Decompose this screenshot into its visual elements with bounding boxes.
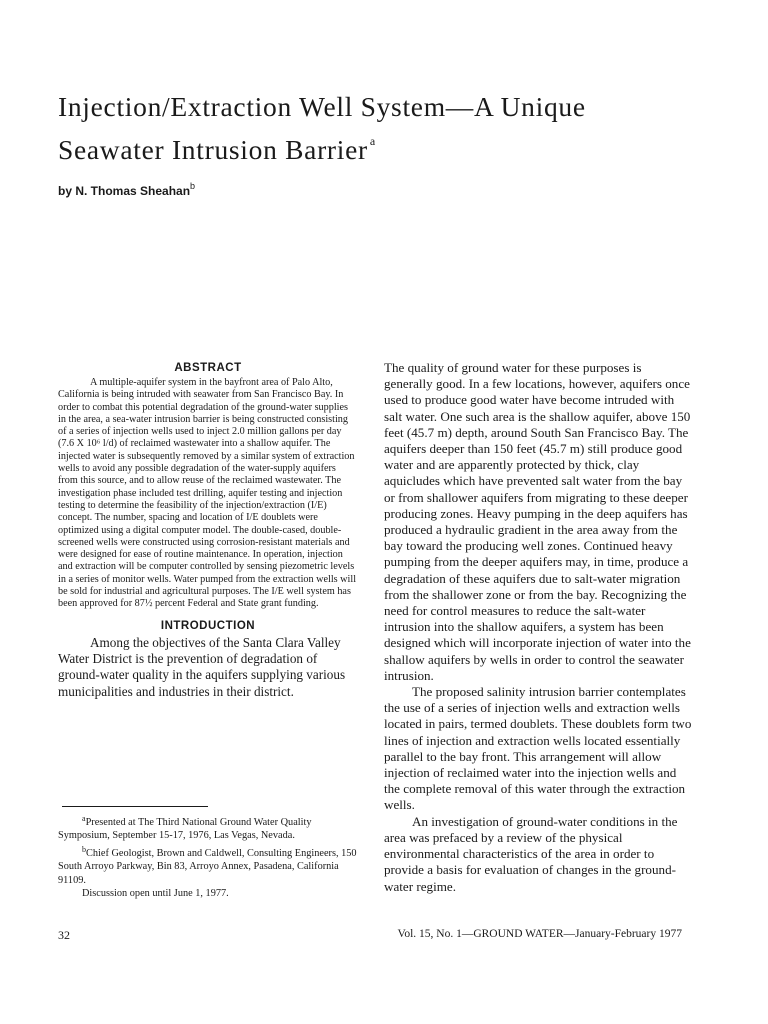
author-footnote-marker: b <box>190 181 196 191</box>
footnotes <box>58 812 358 900</box>
title-line-2-text: Seawater Intrusion Barrier <box>58 134 368 165</box>
footnote-b <box>58 843 358 887</box>
footnote-a <box>58 812 358 843</box>
right-column <box>384 360 692 895</box>
article-title <box>58 90 718 167</box>
abstract-text: A multiple-aquifer system in the bayfront area of Palo Alto, California is being intruded with seawater from San Francisco Bay. In order to combat this potential degradation of the ground-water supplies in the area, a sea-water intrusion barrier is being constructed consisting of a series of injection wells used to inject 2.0 million gallons per day (7.6 X 10⁶ l/d) of reclaimed wastewater into a shallow aquifer. The injected water is subsequently removed by a similar system of extraction wells to avoid any possible degradation of the water-supply aquifers from this source, and to allow reuse of the reclaimed wastewater. The investigation phase included test drilling, aquifer testing and injection testing to determine the feasibility of the injection/extraction (I/E) concept. The number, spacing and location of I/E doublets were optimized using a digital computer model. The double-cased, double-screened wells were constructed using corrosion-resistant materials and were designed for ease of routine maintenance. In operation, injection and extraction will be computer controlled by sensing piezometric levels in a series of monitor wells. Water pumped from the extraction wells will be sold for industrial and agricultural purposes. The I/E well system has been approved for 87½ percent Federal and State grant funding. <box>58 377 357 610</box>
body-paragraph-3: An investigation of ground-water conditions in the area was prefaced by a review of the physical environmental characteristics of the area in order to provide a basis for evaluation of changes in the ground-water regime. <box>384 813 678 894</box>
footnote-b-marker: b <box>82 844 86 854</box>
discussion-note: Discussion open until June 1, 1977. <box>82 888 229 900</box>
author-name: by N. Thomas Sheahan <box>58 184 191 198</box>
footnote-a-marker: a <box>82 814 86 823</box>
introduction-heading: INTRODUCTION <box>160 619 256 632</box>
title-line-2 <box>58 124 718 167</box>
abstract-heading: ABSTRACT <box>174 362 242 374</box>
body-paragraph-2: The proposed salinity intrusion barrier contemplates the use of a series of injection wells and extraction wells located in pairs, termed doublets. These doublets form two lines of injection and extraction wells located essentially parallel to the bay front. This arrangement will allow injection of reclaimed water into the injection wells and the complete removal of this water through the extraction wells. <box>384 684 692 813</box>
introduction-text: Among the objectives of the Santa Clara Valley Water District is the prevention of degradation of ground-water quality in the aquifers supplying various municipalities and industries in their district. <box>58 634 346 699</box>
footnote-b-text: Chief Geologist, Brown and Caldwell, Consulting Engineers, 150 South Arroyo Parkway, Bin 83, Arroyo Annex, Pasadena, California 91109. <box>58 847 357 886</box>
author-byline <box>58 181 195 198</box>
left-column <box>58 362 358 700</box>
body-paragraph-1: The quality of ground water for these purposes is generally good. In a few locations, however, aquifers once used to produce good water have become intruded with salt water. One such area is the shallow aquifer, above 150 feet (45.7 m) depth, around South San Francisco Bay. The aquifers deeper than 150 feet (45.7 m) still produce good water and are apparently protected by thick, clay aquicludes which have prevented salt water from the bay or from shallower aquifers from migrating to these deeper producing zones. Heavy pumping in the deep aquifers has produced a hydraulic gradient in the area away from the bay toward the producing well zones. Continued heavy pumping from the deeper aquifers may, in time, produce a degradation of these aquifers due to salt-water migration from the shallower zone or from the bay. Recognizing the need for control measures to reduce the salt-water intrusion into the shallow aquifers, a system has been designed which will incorporate injection of water into the shallow aquifers by wells in order to control the seawater intrusion. <box>384 360 691 683</box>
page-number: 32 <box>58 928 70 942</box>
title-line-1: Injection/Extraction Well System—A Unique <box>58 91 586 122</box>
title-footnote-marker: a <box>369 134 376 148</box>
journal-citation: Vol. 15, No. 1—GROUND WATER—January-February 1977 <box>397 928 682 940</box>
footnote-divider <box>62 806 208 807</box>
footnote-a-text: Presented at The Third National Ground Water Quality Symposium, September 15-17, 1976, Las Vegas, Nevada. <box>58 817 312 842</box>
